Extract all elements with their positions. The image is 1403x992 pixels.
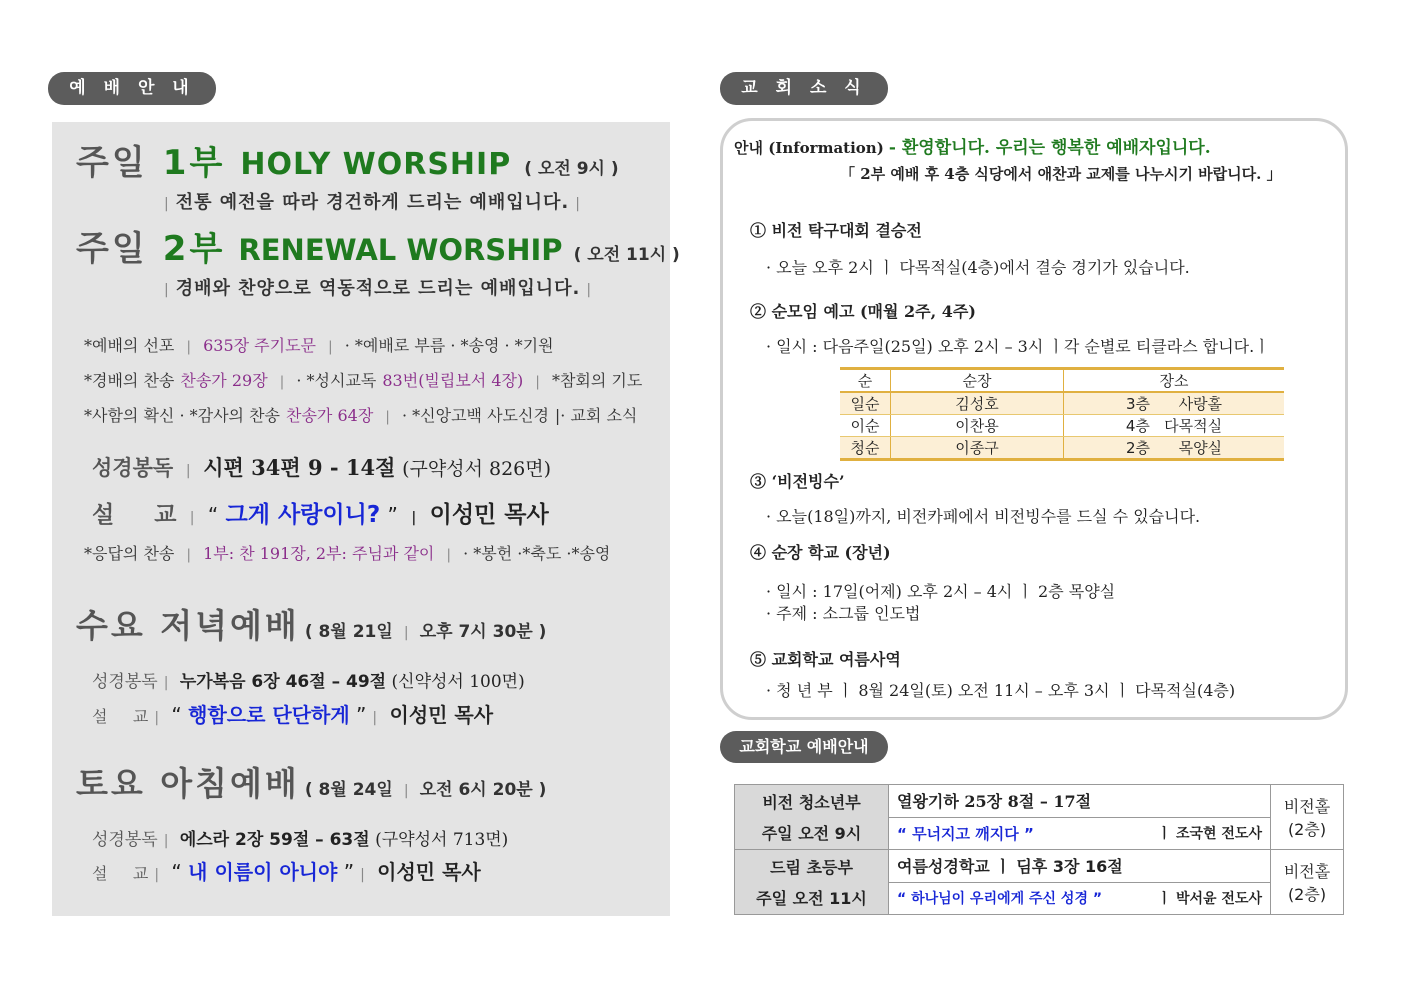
wednesday-sermon-title: 행함으로 단단하게 [188, 703, 350, 727]
group-header-leader: 순장 [891, 369, 1064, 393]
response-segment: | [186, 547, 192, 563]
news-item-1-line-1: · 오늘 오후 2시 ㅣ 다목적실(4층)에서 결승 경기가 있습니다. [766, 258, 1190, 277]
group-header-place: 장소 [1064, 369, 1285, 393]
saturday-sermon-label: 설 교 [92, 864, 149, 883]
liturgy-segment: 83번(빌립보서 4장) [382, 371, 524, 390]
school-dept: 드림 초등부 [770, 858, 853, 877]
school-preacher: ㅣ 조국현 전도사 [1134, 817, 1271, 850]
saturday-scripture-label: 성경봉독 [92, 830, 158, 850]
sermon-line: 설 교 | “ 그게 사랑이니? ” | 이성민 목사 [92, 502, 549, 528]
school-dept-cell [735, 785, 889, 850]
notice-text: 「 2부 예배 후 4층 식당에서 애찬과 교제를 나누시기 바랍니다. 」 [840, 165, 1282, 183]
group-cell: 김성호 [891, 392, 1064, 415]
group-cell: 일순 [840, 392, 891, 415]
scripture-label: 성경봉독 [92, 456, 174, 480]
table-row [840, 415, 1284, 437]
table-row [840, 392, 1284, 415]
news-item-5-line-1: · 청 년 부 ㅣ 8월 24일(토) 오전 11시 – 오후 3시 ㅣ 다목적실(4층) [766, 681, 1236, 700]
school-room-cell [1271, 850, 1344, 915]
sunday1-part: 1부 [162, 143, 226, 183]
group-header-group: 순 [840, 369, 891, 393]
news-item-2-head: ② 순모임 예고 (매월 2주, 4주) [750, 302, 976, 321]
wednesday-scripture-line: 성경봉독 | 누가복음 6장 46절 – 49절 (신약성서 100면) [92, 672, 525, 692]
response-line [84, 541, 616, 564]
news-item-3-head: ③ ‘비전빙수’ [750, 472, 845, 491]
sunday1-title [76, 140, 619, 192]
sunday1-time: ( 오전 9시 ) [524, 159, 619, 179]
saturday-date: ( 8월 24일 [304, 780, 393, 800]
scripture-text: 시편 34편 9 - 14절 [203, 455, 396, 480]
liturgy-segment: 찬송가 64장 [286, 406, 374, 425]
liturgy-segment: | [328, 339, 333, 355]
saturday-title: 토요 아침예배 [76, 764, 300, 803]
sunday2-desc-line: | 경배와 찬양으로 역동적으로 드리는 예배입니다. | [164, 278, 593, 299]
school-room-cell [1271, 785, 1344, 850]
saturday-title-line: 토요 아침예배 ( 8월 24일 | 오전 6시 20분 ) [76, 764, 547, 803]
response-segment: *응답의 찬송 [84, 544, 175, 563]
school-scripture: 여름성경학교 ㅣ 딤후 3장 16절 [889, 850, 1271, 883]
news-item-2-line-1: · 일시 : 다음주일(25일) 오후 2시 – 3시 ㅣ각 순별로 티클라스 합니다.ㅣ [766, 337, 1270, 356]
saturday-sermon-line: 설 교 | “ 내 이름이 아니야 ” | 이성민 목사 [92, 860, 481, 884]
wednesday-sermon-line: 설 교 | “ 행함으로 단단하게 ” | 이성민 목사 [92, 703, 494, 727]
wednesday-title-line: 수요 저녁예배 ( 8월 21일 | 오후 7시 30분 ) [76, 606, 547, 645]
sunday2-prefix: 주일 [76, 229, 148, 269]
liturgy-line-1 [84, 333, 560, 356]
saturday-sermon-title: 내 이름이 아니야 [188, 860, 338, 884]
sermon-label: 설 교 [92, 502, 177, 528]
liturgy-segment: 635장 주기도문 [203, 336, 316, 355]
wednesday-title: 수요 저녁예배 [76, 606, 300, 645]
school-worship-tab: 교회학교 예배안내 [720, 731, 888, 763]
liturgy-segment: | [279, 374, 285, 390]
liturgy-line-3 [84, 403, 643, 426]
wednesday-time: 오후 7시 30분 ) [419, 622, 547, 642]
table-row [840, 437, 1284, 460]
wednesday-date: ( 8월 21일 [304, 622, 393, 642]
school-time: 주일 오전 9시 [761, 824, 862, 843]
sunday2-time: ( 오전 11시 ) [573, 245, 680, 265]
news-item-4-line-1: · 일시 : 17일(어제) 오후 2시 – 4시 ㅣ 2층 목양실 [766, 582, 1116, 601]
liturgy-line-2 [84, 368, 648, 391]
liturgy-segment: *예배의 선포 [84, 336, 175, 355]
news-item-4-line-2: · 주제 : 소그룹 인도법 [766, 604, 921, 623]
worship-guide-tab: 예 배 안 내 [48, 72, 216, 105]
sunday2-part: 2부 [162, 229, 226, 269]
sunday1-desc: 전통 예전을 따라 경건하게 드리는 예배입니다. [175, 192, 570, 213]
group-cell: 4층 다목적실 [1064, 415, 1285, 437]
saturday-scripture-line: 성경봉독 | 에스라 2장 59절 – 63절 (구약성서 713면) [92, 830, 509, 850]
scripture-line: 성경봉독 | 시편 34편 9 - 14절 (구약성서 826면) [92, 455, 552, 480]
liturgy-segment: |· 교회 소식 [554, 406, 638, 425]
wednesday-scripture-text: 누가복음 6장 46절 – 49절 [179, 672, 387, 692]
school-dept: 비전 청소년부 [762, 793, 861, 812]
news-item-3-line-1: · 오늘(18일)까지, 비전카페에서 비전빙수를 드실 수 있습니다. [766, 507, 1201, 526]
news-item-1-head: ① 비전 탁구대회 결승전 [750, 221, 922, 240]
sunday2-title [76, 226, 680, 278]
group-cell: 청순 [840, 437, 891, 460]
sunday2-desc: 경배와 찬양으로 역동적으로 드리는 예배입니다. [175, 278, 581, 299]
table-row [735, 785, 1344, 818]
school-room: 비전홀 [1283, 797, 1331, 816]
news-item-4-head: ④ 순장 학교 (장년) [750, 543, 891, 562]
liturgy-segment: 찬송가 29장 [180, 371, 268, 390]
school-time: 주일 오전 11시 [756, 889, 867, 908]
school-room-floor: (2층) [1287, 885, 1327, 904]
wednesday-scripture-page: (신약성서 100면) [391, 672, 525, 692]
liturgy-segment: *사함의 확신 · *감사의 찬송 [84, 406, 280, 425]
school-room: 비전홀 [1283, 862, 1331, 881]
scripture-page: (구약성서 826면) [402, 458, 552, 480]
info-line [734, 133, 1211, 158]
school-worship-table [734, 784, 1344, 915]
school-preacher: ㅣ 박서윤 전도사 [1134, 882, 1271, 915]
sermon-preacher: 이성민 목사 [429, 502, 549, 528]
liturgy-segment: · *성시교독 [296, 371, 377, 390]
welcome-text: - 환영합니다. 우리는 행복한 예배자입니다. [888, 138, 1211, 158]
liturgy-segment: | [385, 409, 390, 425]
wednesday-sermon-label: 설 교 [92, 707, 149, 726]
group-cell: 이찬용 [891, 415, 1064, 437]
liturgy-segment: | [186, 339, 192, 355]
sunday1-name: HOLY WORSHIP [240, 147, 512, 182]
church-news-tab: 교 회 소 식 [720, 72, 888, 105]
school-scripture: 열왕기하 25장 8절 – 17절 [889, 785, 1271, 818]
school-sermon-title: “ 하나님이 우리에게 주신 성경 ” [889, 882, 1135, 915]
saturday-preacher: 이성민 목사 [377, 860, 481, 884]
table-row [735, 850, 1344, 883]
school-dept-cell [735, 850, 889, 915]
saturday-scripture-page: (구약성서 713면) [375, 830, 509, 850]
liturgy-segment: · *신앙고백 사도신경 [402, 406, 549, 425]
liturgy-segment: | [535, 374, 540, 390]
group-cell: 2층 목양실 [1064, 437, 1285, 460]
sunday1-prefix: 주일 [76, 143, 148, 183]
school-room-floor: (2층) [1287, 820, 1327, 839]
wednesday-preacher: 이성민 목사 [389, 703, 494, 727]
saturday-scripture-text: 에스라 2장 59절 – 63절 [179, 830, 370, 850]
response-segment: · *봉헌 ·*축도 ·*송영 [463, 544, 611, 563]
response-segment: | [446, 547, 452, 563]
liturgy-segment: · *예배로 부름 · *송영 · *기원 [344, 336, 554, 355]
group-cell: 이순 [840, 415, 891, 437]
group-cell: 이종구 [891, 437, 1064, 460]
info-label: 안내 (Information) [734, 139, 884, 157]
sunday2-name: RENEWAL WORSHIP [238, 233, 563, 267]
saturday-time: 오전 6시 20분 ) [419, 780, 547, 800]
response-segment: 1부: 찬 191장, 2부: 주님과 같이 [203, 544, 435, 563]
wednesday-scripture-label: 성경봉독 [92, 672, 158, 692]
school-sermon-title: “ 무너지고 깨지다 ” [889, 817, 1135, 850]
liturgy-segment: *참회의 기도 [551, 371, 643, 390]
news-item-5-head: ⑤ 교회학교 여름사역 [750, 650, 901, 669]
group-cell: 3층 사랑홀 [1064, 392, 1285, 415]
sermon-title: 그게 사랑이니? [225, 502, 381, 528]
liturgy-segment: *경배의 찬송 [84, 371, 175, 390]
group-meeting-table [840, 367, 1284, 461]
sunday1-desc-line: | 전통 예전을 따라 경건하게 드리는 예배입니다. | [164, 192, 581, 213]
